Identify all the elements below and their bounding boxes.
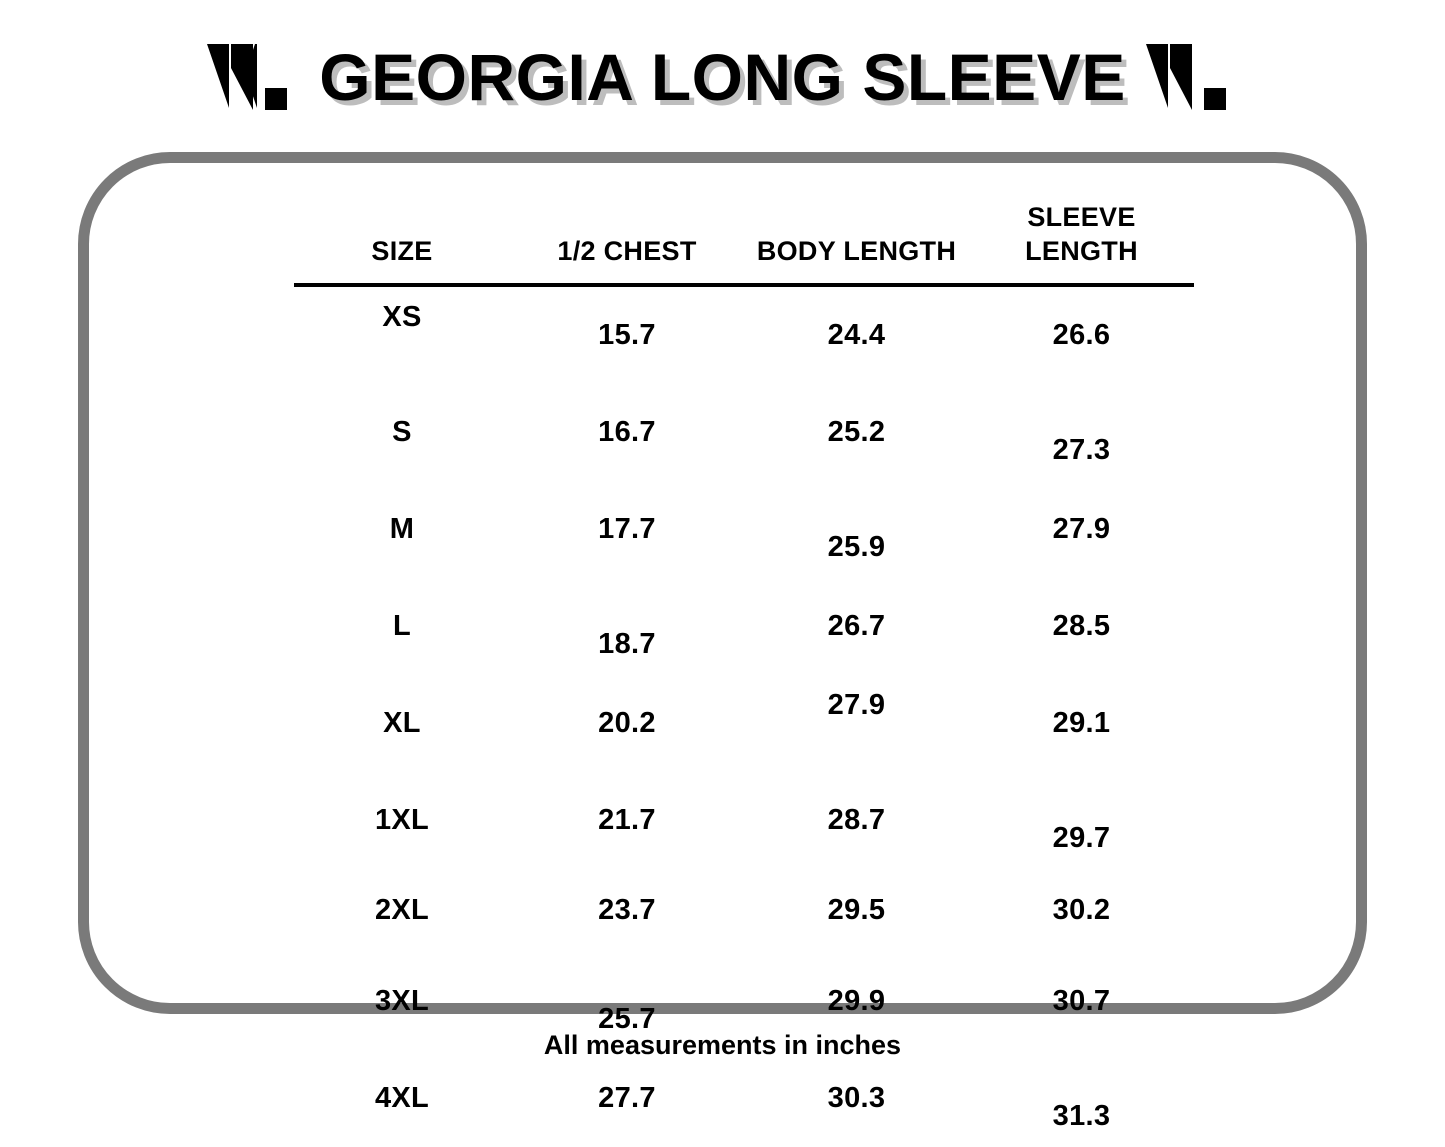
cell-sleeve: 31.3 [1052,1099,1111,1132]
cell-sleeve: 30.2 [1052,894,1111,926]
cell-size: 4XL [374,1081,430,1114]
cell-body: 25.2 [827,415,886,448]
size-table-wrapper [294,197,1194,1147]
cell-sleeve: 28.5 [1052,609,1111,642]
cell-body: 29.9 [827,984,886,1017]
cell-body: 29.5 [827,894,886,926]
cell-sleeve: 29.7 [1052,821,1111,854]
cell-chest: 18.7 [598,627,656,660]
cell-chest: 23.7 [598,894,656,926]
column-header-sleeve-length: SLEEVE LENGTH [1025,202,1138,266]
cell-chest: 16.7 [598,415,656,448]
cell-size: L [392,609,411,642]
cell-body: 28.7 [827,803,886,836]
cell-body: 25.9 [827,530,886,563]
size-table-body [294,285,1194,1147]
cell-body: 26.7 [827,609,886,642]
chevron-logo-left-icon [205,38,301,116]
column-header-chest: 1/2 CHEST [557,235,697,266]
size-table-head [294,197,1194,285]
cell-size: M [389,512,415,545]
table-row [294,1050,1194,1147]
cell-chest: 15.7 [598,318,656,351]
measurement-footnote: All measurements in inches [543,1030,902,1060]
cell-chest: 25.7 [598,1002,656,1035]
page-title: GEORGIA LONG SLEEVE [319,40,1126,114]
column-header-size: SIZE [371,235,433,266]
table-header-row [294,197,1194,285]
table-row [294,285,1194,384]
size-table [294,197,1194,1147]
cell-chest: 21.7 [598,803,656,836]
table-row [294,481,1194,578]
cell-sleeve: 27.3 [1052,433,1111,466]
cell-body: 27.9 [827,688,886,721]
cell-body: 24.4 [827,318,886,351]
table-row [294,772,1194,869]
cell-size: 2XL [374,894,430,926]
table-row [294,578,1194,675]
cell-size: XL [383,706,421,739]
cell-sleeve: 27.9 [1052,512,1111,545]
cell-size: 3XL [374,984,430,1017]
cell-chest: 17.7 [598,512,656,545]
page-header [0,0,1445,140]
cell-size: S [392,415,412,448]
cell-size: XS [382,300,422,333]
cell-chest: 27.7 [598,1081,656,1114]
chevron-logo-right-icon [1144,38,1240,116]
cell-sleeve: 29.1 [1052,706,1111,739]
cell-sleeve: 26.6 [1052,318,1111,351]
cell-chest: 20.2 [598,706,656,739]
table-row [294,384,1194,481]
cell-size: 1XL [374,803,430,836]
table-row [294,675,1194,772]
cell-sleeve: 30.7 [1052,984,1111,1017]
cell-body: 30.3 [827,1081,886,1114]
table-row [294,869,1194,953]
column-header-body-length: BODY LENGTH [756,235,957,266]
